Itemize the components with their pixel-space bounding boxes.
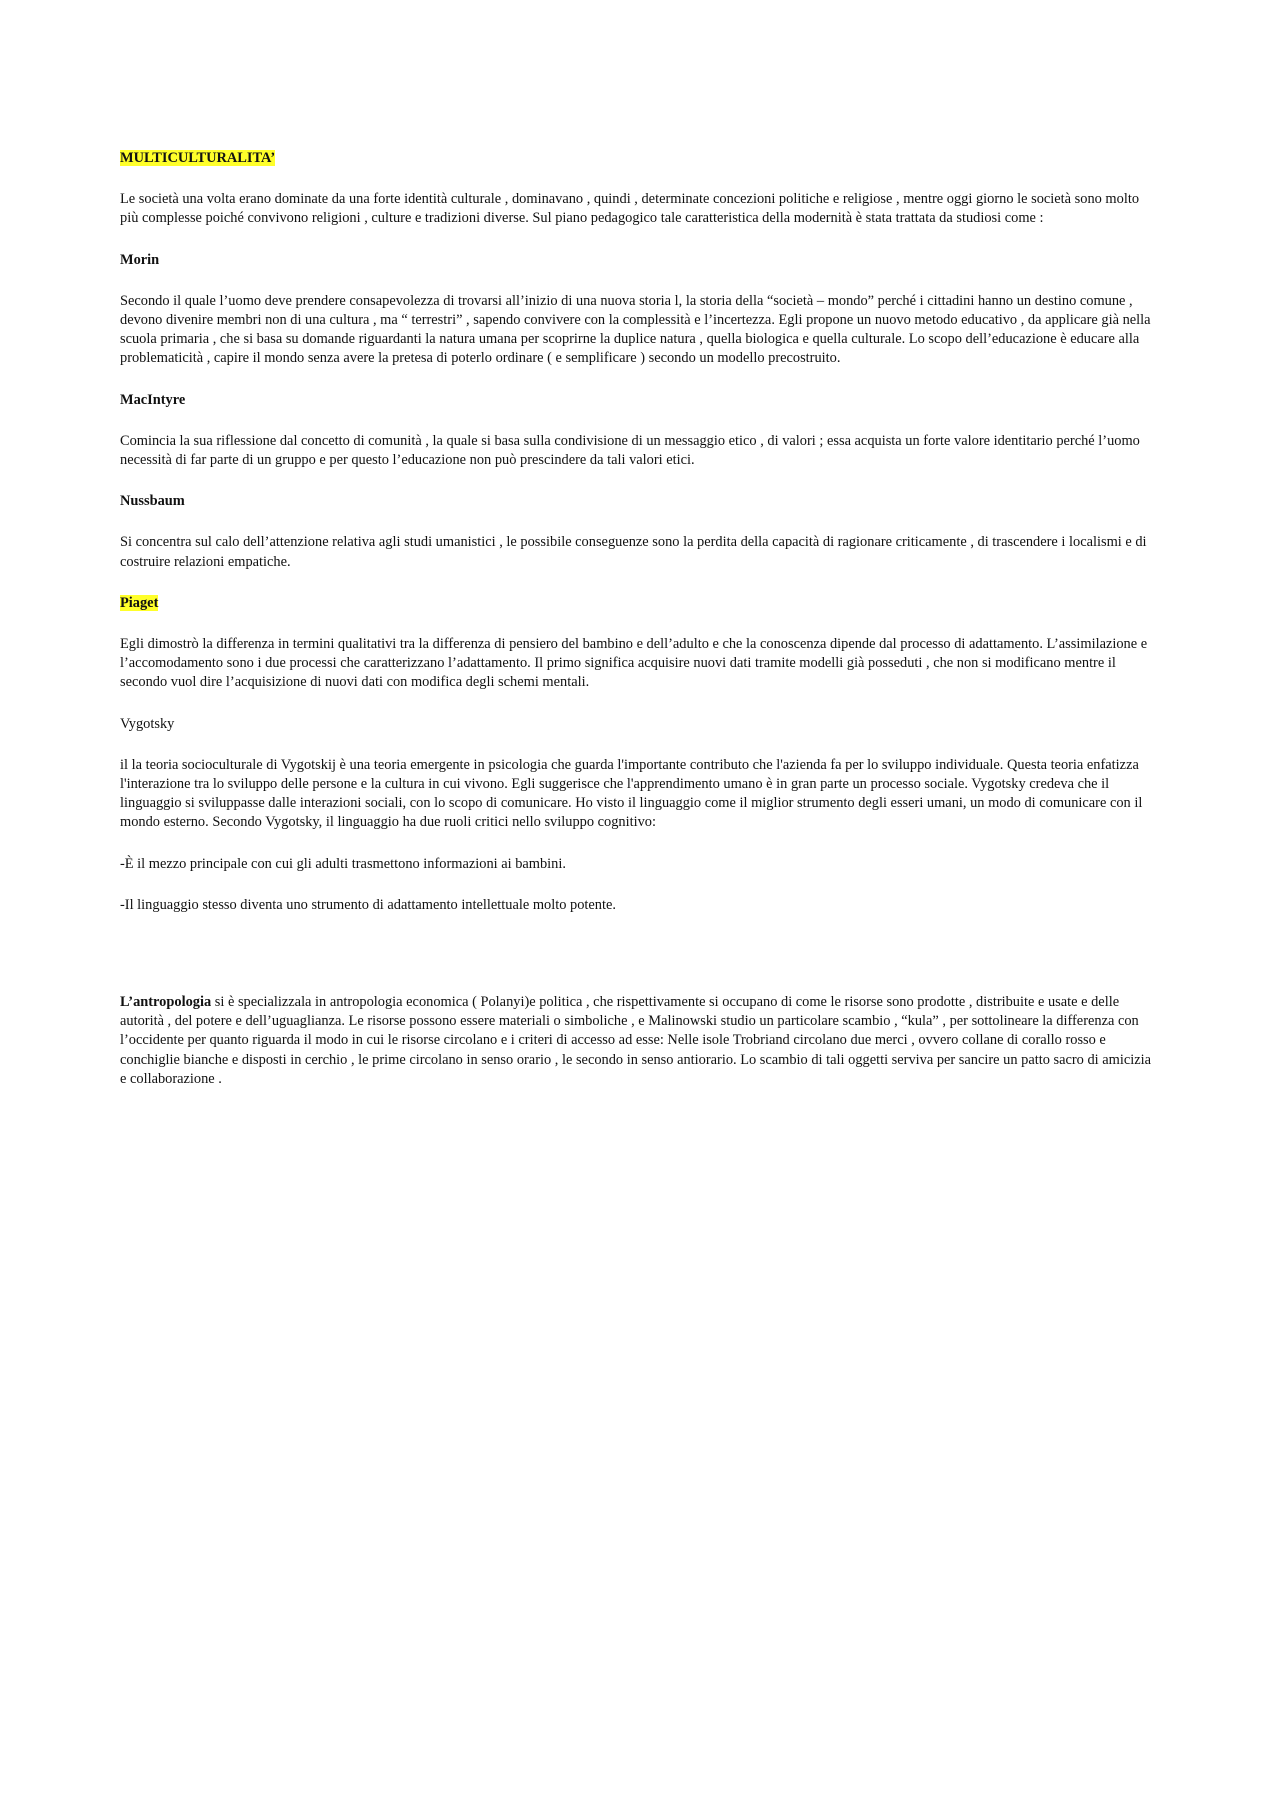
macintyre-paragraph: Comincia la sua riflessione dal concetto di comunità , la quale si basa sulla condivisione di un messaggio etico , di valori ; essa acquista un forte valore identitario perché l’uomo necessità di far parte di un gruppo e per questo l’educazione non può prescindere da tali valori etici. bbox=[120, 432, 1140, 469]
vygotsky-heading: Vygotsky bbox=[120, 715, 175, 732]
title-text: MULTICULTURALITA’ bbox=[120, 150, 276, 166]
macintyre-heading: MacIntyre bbox=[120, 391, 186, 408]
nussbaum-paragraph: Si concentra sul calo dell’attenzione relativa agli studi umanistici , le possibile conseguenze sono la perdita della capacità di ragionare criticamente , di trascendere i localismi e di costruire relazioni empatiche. bbox=[120, 534, 1147, 570]
antropologia-text: si è specializzala in antropologia economica ( Polanyi)e politica , che rispettivamente si occupano di come le risorse sono prodotte , distribuite e usate e delle autorità , del potere e dell’uguaglianza. Le risorse possono essere materiali o simboliche , e Malinowski studio un particolare scambio , “kula” , per sottolineare la differenza con l’occidente per quanto riguarda il modo in cui le risorse circolano e i criteri di accesso ad esse: Nelle isole Trobriand circolano due merci , ovvero collane di corallo rosso e conchiglie bianche e disposti in cerchio , le prime circolano in senso orario , le secondo in senso antiorario. Lo scambio di tali oggetti serviva per sancire un patto sacro di amicizia e collaborazione . bbox=[120, 994, 1152, 1087]
antropologia-lead: L’antropologia bbox=[120, 994, 212, 1011]
vygotsky-point-1: -È il mezzo principale con cui gli adulti trasmettono informazioni ai bambini. bbox=[120, 855, 566, 872]
intro-paragraph: Le società una volta erano dominate da una forte identità culturale , dominavano , quindi , determinate concezioni politiche e religiose , mentre oggi giorno le società sono molto più complesse poiché convivono religioni , culture e tradizioni diverse. Sul piano pedagogico tale caratteristica della modernità è stata trattata da studiosi come : bbox=[120, 191, 1140, 227]
morin-paragraph: Secondo il quale l’uomo deve prendere consapevolezza di trovarsi all’inizio di una nuova storia l, la storia della “società – mondo” perché i cittadini hanno un destino comune , devono divenire membri non di una cultura , ma “ terrestri” , sapendo convivere con la complessità e l’incertezza. Egli propone un nuovo metodo educativo , da applicare già nella scuola primaria , che si basa su domande riguardanti la natura umana per scoprirne la duplice natura , quella biologica e quella culturale. Lo scopo dell’educazione è educare alla problematicità , capire il mondo senza avere la pretesa di poterlo ordinare ( e semplificare ) secondo un modello precostruito. bbox=[120, 292, 1151, 367]
piaget-heading-text: Piaget bbox=[120, 594, 159, 611]
vygotsky-paragraph: il la teoria socioculturale di Vygotskij è una teoria emergente in psicologia che guarda l'importante contributo che l'azienda fa per lo sviluppo individuale. Questa teoria enfatizza l'interazione tra lo sviluppo delle persone e la cultura in cui vivono. Egli suggerisce che l'apprendimento umano è in gran parte un processo sociale. Vygotsky credeva che il linguaggio si sviluppasse dalle interazioni sociali, con lo scopo di comunicare. Ho visto il linguaggio come il miglior strumento degli esseri umani, un modo di comunicare con il mondo esterno. Secondo Vygotsky, il linguaggio ha due ruoli critici nello sviluppo cognitivo: bbox=[120, 756, 1143, 831]
nussbaum-heading: Nussbaum bbox=[120, 493, 185, 510]
antropologia-paragraph bbox=[120, 993, 1160, 1089]
piaget-paragraph: Egli dimostrò la differenza in termini qualitativi tra la differenza di pensiero del bambino e dell’adulto e che la conoscenza dipende dal processo di adattamento. L’assimilazione e l’accomodamento sono i due processi che caratterizzano l’adattamento. Il primo significa acquisire nuovi dati tramite modelli già posseduti , che non si modificano mentre il secondo vuol dire l’acquisizione di nuovi dati con modifica degli schemi mentali. bbox=[120, 636, 1148, 691]
title bbox=[120, 149, 1160, 168]
piaget-heading bbox=[120, 594, 1160, 613]
morin-heading: Morin bbox=[120, 251, 160, 268]
document-page bbox=[120, 149, 1160, 1089]
vygotsky-point-2: -Il linguaggio stesso diventa uno strumento di adattamento intellettuale molto potente. bbox=[120, 896, 616, 913]
